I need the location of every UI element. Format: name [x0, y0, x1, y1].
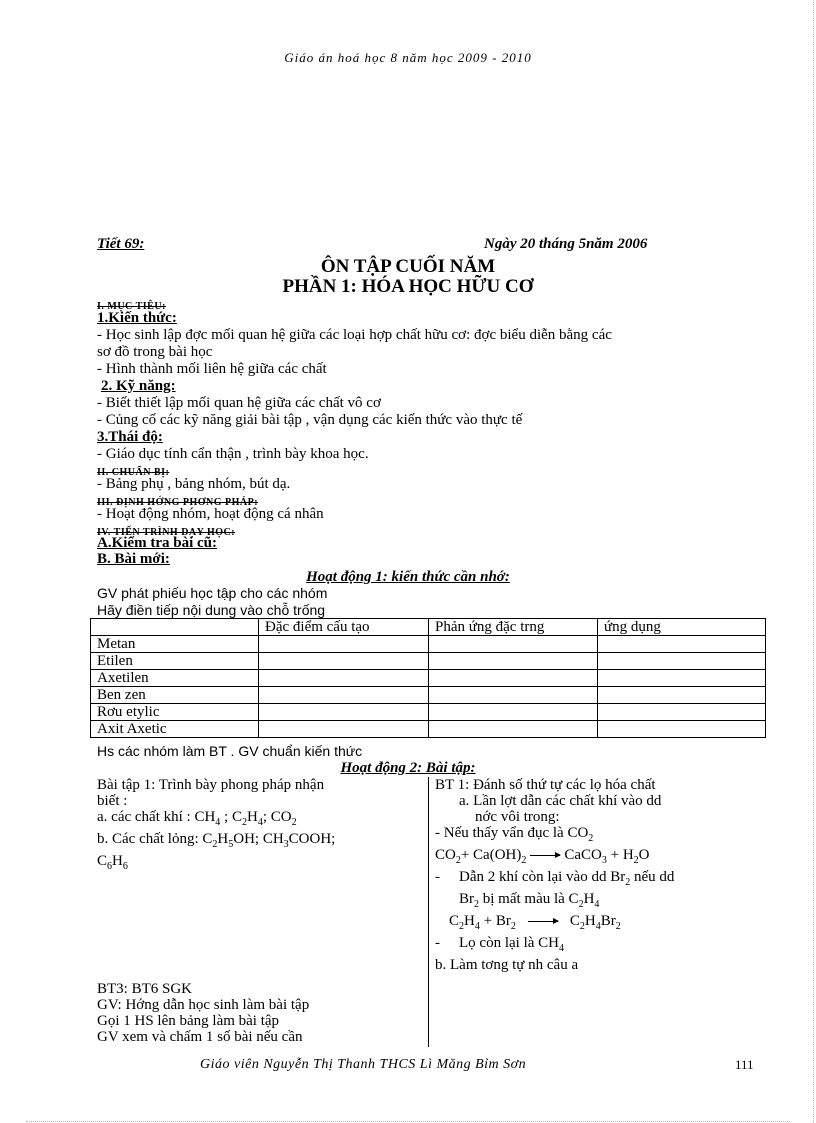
section-preparation: II. CHUẨN BỊ:: [97, 467, 170, 478]
title-part: PHẦN 1: HÓA HỌC HỮU CƠ: [282, 276, 534, 297]
arrow-icon: [528, 921, 558, 922]
skills-line-2: - Củng cố các kỹ năng giải bài tập , vận dụng các kiến thức vào thực tế: [97, 412, 523, 428]
skills-line-1: - Biết thiết lập mối quan hệ giữa các chất vô cơ: [97, 395, 381, 411]
table-row-label: Rơu etylic: [91, 704, 259, 721]
exercise-3-block: [97, 981, 422, 1045]
table-row: [91, 636, 766, 653]
attitude-line-1: - Giáo dục tính cẩn thận , trình bày khoa học.: [97, 446, 369, 462]
reaction-co2: $CO_2+ Ca(OH)_2$ CaCO$_3$ + $H_2O$: [435, 847, 650, 866]
column-divider: [428, 777, 429, 1047]
answer-line: - Lọ còn lại là $CH_4$: [435, 935, 564, 954]
page-edge-right: [813, 0, 814, 1123]
exercise-1-gases: a. các chất khí : $CH_4$ ; $C_2H_4$; $CO_2$: [97, 809, 297, 828]
method-line: - Hoạt động nhóm, hoạt động cá nhân: [97, 506, 324, 522]
lesson-date: Ngày 20 tháng 5năm 2006: [484, 236, 648, 252]
page-edge-bottom: [26, 1121, 790, 1122]
answer-line: nớc vôi trong:: [475, 809, 560, 825]
exercise-1-line: biết :: [97, 793, 128, 809]
table-row-label: Axetilen: [91, 670, 259, 687]
review-table: [90, 618, 766, 738]
knowledge-line-1: - Học sinh lập đợc mối quan hệ giữa các loại hợp chất hữu cơ: đợc biểu diễn bằng các: [97, 327, 612, 343]
knowledge-heading: 1.Kiến thức:: [97, 310, 177, 326]
running-header: Giáo án hoá học 8 năm học 2009 - 2010: [284, 50, 532, 65]
table-row: [91, 721, 766, 738]
answer-line: - Nếu thấy vẩn đục là $CO_2$: [435, 825, 594, 844]
table-row-label: Ben zen: [91, 687, 259, 704]
exercise-3-line: Gọi 1 HS lên bảng làm bài tập: [97, 1013, 280, 1029]
table-row: [91, 687, 766, 704]
answer-line: $Br_2$ bị mất màu là $C_2H_4$: [459, 891, 600, 910]
knowledge-line-3: - Hình thành mối liên hệ giữa các chất: [97, 361, 327, 377]
exercise-1-liquids: b. Các chất lỏng: $C_2H_5OH$; $CH_3COOH$;: [97, 831, 336, 850]
exercise-3-title: BT3: BT6 SGK: [97, 981, 193, 997]
table-header-cell: Đặc điểm cấu tạo: [259, 619, 429, 636]
exercise-1-line: Bài tập 1: Trình bày phong pháp nhận: [97, 777, 325, 793]
exercise-left-column: [97, 777, 422, 875]
exercise-3-line: GV xem và chấm 1 số bài nếu cần: [97, 1029, 303, 1045]
page-number: 111: [735, 1057, 754, 1072]
skills-heading: 2. Kỹ năng:: [101, 378, 176, 394]
section-method: III. ĐỊNH HỚNG PHƠNG PHÁP:: [97, 497, 259, 508]
table-header-row: [91, 619, 766, 636]
check-old-lesson: A.Kiểm tra bài cũ:: [97, 535, 217, 551]
answer-line: - Dẫn 2 khí còn lại vào dd $Br_2$ nếu dd: [435, 869, 675, 888]
answer-line: BT 1: Đánh số thứ tự các lọ hóa chất: [435, 777, 656, 793]
table-row-label: Axit Axetic: [91, 721, 259, 738]
table-row-label: Metan: [91, 636, 259, 653]
answer-line: b. Làm tơng tự nh câu a: [435, 957, 579, 973]
exercise-3-line: GV: Hớng dẫn học sinh làm bài tập: [97, 997, 310, 1013]
table-row-label: Etilen: [91, 653, 259, 670]
knowledge-line-2: sơ đồ trong bài học: [97, 344, 213, 360]
exercise-right-column: [435, 777, 775, 973]
table-row: [91, 670, 766, 687]
teacher-line-1: GV phát phiếu học tập cho các nhóm: [97, 585, 328, 601]
new-lesson: B. Bài mới:: [97, 551, 170, 567]
table-header-cell: [91, 619, 259, 636]
table-header-cell: Phản ứng đặc trng: [429, 619, 598, 636]
lesson-number: Tiết 69:: [97, 236, 145, 252]
table-row: [91, 653, 766, 670]
reaction-bromine: $C_2H_4 + Br_2$ $C_2H_4Br_2$: [449, 913, 621, 932]
activity-2-heading: Hoạt động 2: Bài tập:: [340, 760, 476, 776]
arrow-icon: [530, 855, 560, 856]
section-objectives: I. MỤC TIÊU:: [97, 301, 166, 312]
students-line: Hs các nhóm làm BT . GV chuẩn kiến thức: [97, 743, 363, 759]
table-header-cell: ứng dụng: [598, 619, 766, 636]
exercise-1-benzene: $C_6H_6$: [97, 853, 128, 872]
preparation-line: - Bảng phụ , bảng nhóm, bút dạ.: [97, 476, 291, 492]
answer-line: a. Lần lợt dẫn các chất khí vào dd: [459, 793, 662, 809]
activity-1-heading: Hoạt động 1: kiến thức cần nhớ:: [306, 569, 510, 585]
teacher-line-2: Hãy điền tiếp nội dung vào chỗ trống: [97, 602, 326, 618]
table-row: [91, 704, 766, 721]
attitude-heading: 3.Thái độ:: [97, 429, 163, 445]
footer-teacher: Giáo viên Nguyễn Thị Thanh THCS Lì Măng Bỉm Sơn: [200, 1057, 527, 1072]
section-procedure: IV. TIẾN TRÌNH DẠY HỌC:: [97, 527, 236, 538]
title-main: ÔN TẬP CUỐI NĂM: [320, 256, 496, 277]
